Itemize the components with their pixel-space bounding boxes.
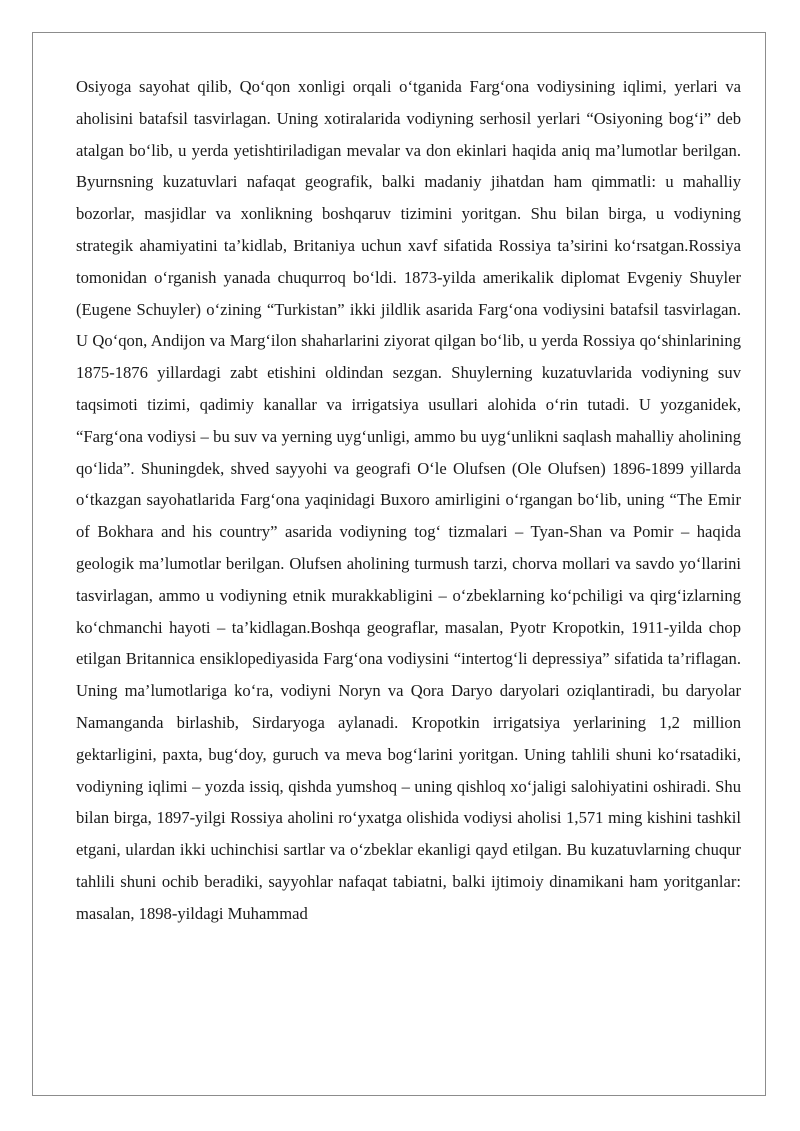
body-paragraph: Osiyoga sayohat qilib, Qo‘qon xonligi orqali o‘tganida Farg‘ona vodiysining iqlimi, yerlari va aholisini batafsil tasvirlagan. Uning xotiralarida vodiyning serhosil yerlari “Osiyoning bog‘i” deb atalgan bo‘lib, u yerda yetishtiriladigan mevalar va don ekinlari haqida aniq ma’lumotlar berilgan. Byurnsning kuzatuvlari nafaqat geografik, balki madaniy jihatdan ham qimmatli: u mahalliy bozorlar, masjidlar va xonlikning boshqaruv tizimini yoritgan. Shu bilan birga, u vodiyning strategik ahamiyatini ta’kidlab, Britaniya uchun xavf sifatida Rossiya ta’sirini ko‘rsatgan.Rossiya tomonidan o‘rganish yanada chuqurroq bo‘ldi. 1873-yilda amerikalik diplomat Evgeniy Shuyler (Eugene Schuyler) o‘zining “Turkistan” ikki jildlik asarida Farg‘ona vodiysini batafsil tasvirlagan. U Qo‘qon, Andijon va Marg‘ilon shaharlarini ziyorat qilgan bo‘lib, u yerda Rossiya qo‘shinlarining 1875-1876 yillardagi zabt etishini oldindan sezgan. Shuylerning kuzatuvlarida vodiyning suv taqsimoti tizimi, qadimiy kanallar va irrigatsiya usullari alohida o‘rin tutadi. U yozganidek, “Farg‘ona vodiysi – bu suv va yerning uyg‘unligi, ammo bu uyg‘unlikni saqlash mahalliy aholining qo‘lida”. Shuningdek, shved sayyohi va geografi O‘le Olufsen (Ole Olufsen) 1896-1899 yillarda o‘tkazgan sayohatlarida Farg‘ona yaqinidagi Buxoro amirligini o‘rgangan bo‘lib, uning “The Emir of Bokhara and his country” asarida vodiyning tog‘ tizmalari – Tyan-Shan va Pomir – haqida geologik ma’lumotlar berilgan. Olufsen aholining turmush tarzi, chorva mollari va savdo yo‘llarini tasvirlagan, ammo u vodiyning etnik murakkabligini – o‘zbeklarning ko‘pchiligi va qirg‘izlarning ko‘chmanchi hayoti – ta’kidlagan.Boshqa geograflar, masalan, Pyotr Kropotkin, 1911-yilda chop etilgan Britannica ensiklopediyasida Farg‘ona vodiysini “intertog‘li depressiya” sifatida ta’riflagan. Uning ma’lumotlariga ko‘ra, vodiyni Noryn va Qora Daryo daryolari oziqlantiradi, bu daryolar Namanganda birlashib, Sirdaryoga aylanadi. Kropotkin irrigatsiya yerlarining 1,2 million gektarligini, paxta, bug‘doy, guruch va meva bog‘larini yoritgan. Uning tahlili shuni ko‘rsatadiki, vodiyning iqlimi – yozda issiq, qishda yumshoq – uning qishloq xo‘jaligi salohiyatini oshiradi. Shu bilan birga, 1897-yilgi Rossiya aholini ro‘yxatga olishida vodiysi aholisi 1,571 ming kishini tashkil etgani, ulardan ikki uchinchisi sartlar va o‘zbeklar ekanligi qayd etilgan. Bu kuzatuvlarning chuqur tahlili shuni ochib beradiki, sayyohlar nafaqat tabiatni, balki ijtimoiy dinamikani ham yoritganlar: masalan, 1898-yildagi Muhammad (76, 77, 741, 923)
